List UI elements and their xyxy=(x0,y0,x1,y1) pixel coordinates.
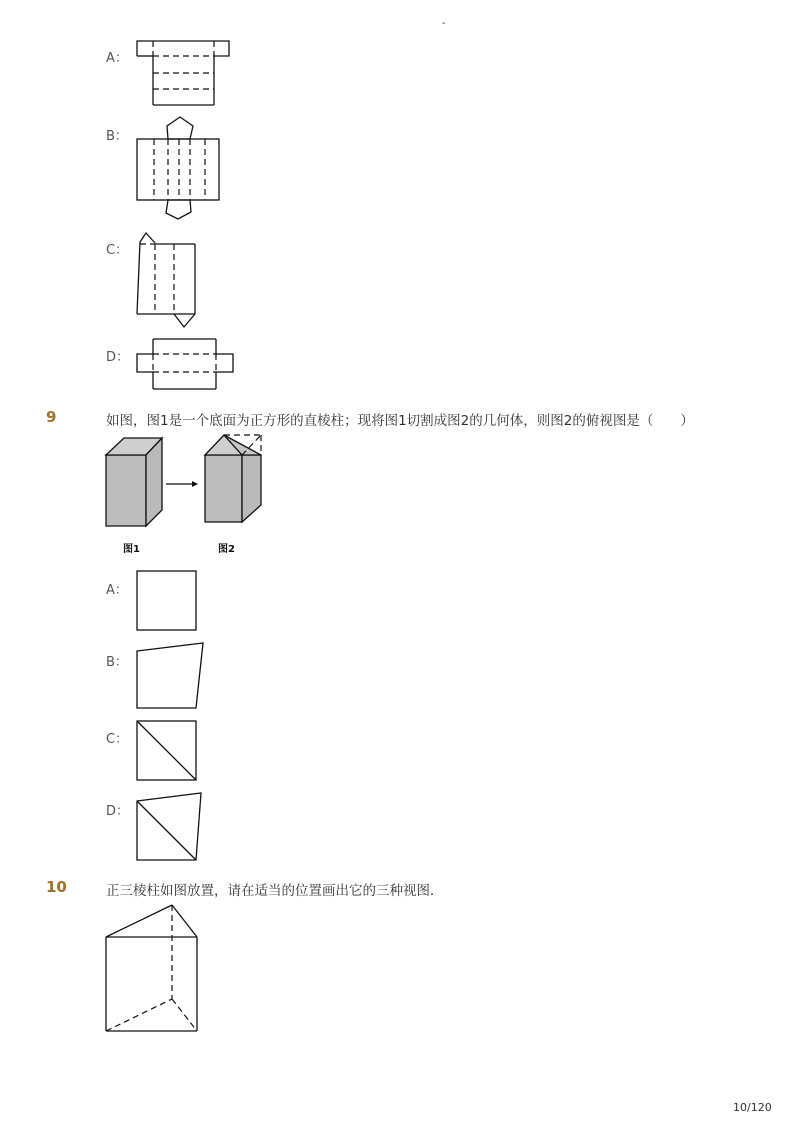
q9-text: 如图，图1是一个底面为正方形的直棱柱；现将图1切割成图2的几何体，则图2的俯视图是（ ） xyxy=(106,413,694,429)
q10-number: 10 xyxy=(46,878,67,896)
q9-figure1-caption: 图1 xyxy=(123,544,140,555)
q9-option-c-label[interactable]: C： xyxy=(106,732,129,747)
q9-option-d-label[interactable]: D： xyxy=(106,804,130,819)
page-number: 10/120 xyxy=(733,1101,772,1114)
q9-number: 9 xyxy=(46,408,57,426)
q10-text: 正三棱柱如图放置，请在适当的位置画出它的三种视图． xyxy=(106,883,444,899)
q9-figure2-caption: 图2 xyxy=(218,544,235,555)
top-mark: - xyxy=(442,18,446,29)
q8-option-c-label[interactable]: C： xyxy=(106,243,129,258)
q9-option-b-label[interactable]: B： xyxy=(106,655,128,670)
q8-option-b-label[interactable]: B： xyxy=(106,129,128,144)
q9-option-a-label[interactable]: A： xyxy=(106,583,128,598)
q8-option-d-label[interactable]: D： xyxy=(106,350,130,365)
q8-option-a-label[interactable]: A： xyxy=(106,51,128,66)
